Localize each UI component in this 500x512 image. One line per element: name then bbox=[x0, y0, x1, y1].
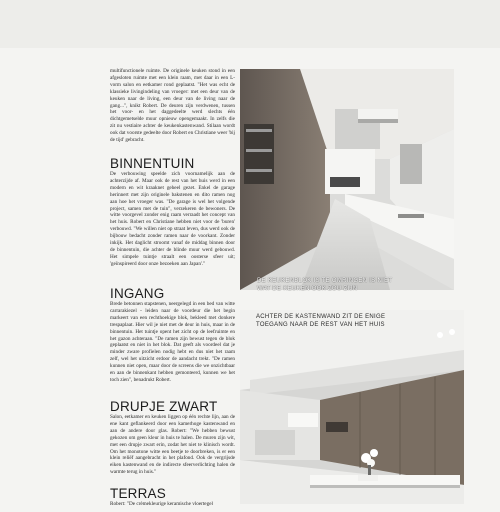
section-drupje-zwart bbox=[110, 398, 235, 476]
intro-text: multifunctionele ruimte. De originele keuken stond in een afgesloten ruimte met een klein raam, met daar in een L-vorm salon en eetkamer rond geplaatst. "Het was echt de klassieke livingindeling van vroeger: met een deur van de keuken naar de living, een deur van de living naar de gang...", knikt Robert. De deuren zijn verdwenen, tussen het voor- en het daggedeelte werd slechts één dichtgemetselde muur opnieuw opengemaakt. In zelfs die zit nu vestiaire achter de keukenkastenwand. Stilaan wordt ook dat voorste gedeelte door Robert en Christiane weer 'bij de tijd' gebracht. bbox=[110, 68, 235, 144]
kitchen-photo bbox=[240, 69, 454, 290]
heading-terras: TERRAS bbox=[110, 486, 166, 501]
section-binnentuin bbox=[110, 155, 235, 268]
heading-binnentuin: BINNENTUIN bbox=[110, 156, 195, 171]
section-ingang bbox=[110, 285, 235, 384]
kitchen-illustration bbox=[240, 69, 454, 290]
binnentuin-text: De verbouwing speelde zich voornamelijk aan de achterzijde af. Maar ook de rest van het huis werd in een modern en wit kraaknet geheel gezet. Enkel de garage herinnert met zijn originele bakstenen en dito ramen nog aan hoe het vroeger was. "De garage is wel het volgende project, samen met de tuin", verzekeren de bewoners. De witte voorgevel zonder enig raam verraadt het concept van het huis. Robert en Christiane hebben niet voor de 'buren' verbouwd. "We willen niet op straat leven, dus werd ook de bijbouw bedacht zonder ramen naar de voorkant. Zonder inkijk. Het daglicht stroomt vanaf de middag binnen door de binnentuin, die achter de blinde muur werd gebouwd. Het simpele tuintje straalt een oosterse sfeer uit; 'geïnspireerd door onze bezoeken aan Japan'." bbox=[110, 171, 235, 267]
heading-drupje-zwart: DRUPJE ZWART bbox=[110, 399, 218, 414]
dining-caption: ACHTER DE KASTENWAND ZIT DE ENIGE TOEGANG NAAR DE REST VAN HET HUIS bbox=[256, 314, 386, 328]
drupje-zwart-text: Salon, eetkamer en keuken liggen op één rechte lijn, aan de ene kant geflankeerd door een kamerhoge kastenwand en aan de andere door glas. Robert: "We hebben bewust gekozen om geen kleur in huis te halen. De muren zijn wit, met een drupje zwart erin, zodat het niet te klinisch wordt. Om het monotone witte een beetje te doorbreken, is er een klein reliëf aangebracht in het plafond. Ook de vergrijsde eiken kastenwand en de indirecte sfeerverlichting halen de warmte terug in huis." bbox=[110, 414, 235, 476]
section-terras bbox=[110, 485, 235, 508]
terras-text: Robert: "De crèmekleurige keramische vloertegel bbox=[110, 501, 213, 507]
dining-illustration bbox=[240, 310, 464, 504]
top-margin bbox=[0, 0, 500, 48]
ingang-text: Brede betonnen stapstenen, neergelegd in een bed van witte carrarakiezel - leiden naar de voordeur die het begin markeert van een rechthoekige blok, bekleed met donkere trespaplaat. Hier wil je niet met de deur in huis, maar in de binnentuin. Het tuintje opent het zicht op de leefruimte en het gazon achteraan. "De ramen zijn bewust tegen de blok geplaatst en niet in het blok. Dat geeft als voordeel dat je minder zware profielen nodig hebt en dus niet het raam zelf, wel het uitzicht erdoor de aandacht trekt. "De ramen kunnen niet open, maar door de screens die we onzichtbaar en aan de binnenkant hebben gemonteerd, kunnen we het toch zien", benadrukt Robert. bbox=[110, 301, 235, 383]
heading-ingang: INGANG bbox=[110, 286, 165, 301]
section-intro bbox=[110, 68, 235, 144]
dining-photo bbox=[240, 310, 464, 504]
kitchen-caption: DE KEUKENBLOK IS TE OMRINGEN IS NIET WAT DE KEUKEN OOK ZOU ZIJN bbox=[257, 278, 393, 292]
